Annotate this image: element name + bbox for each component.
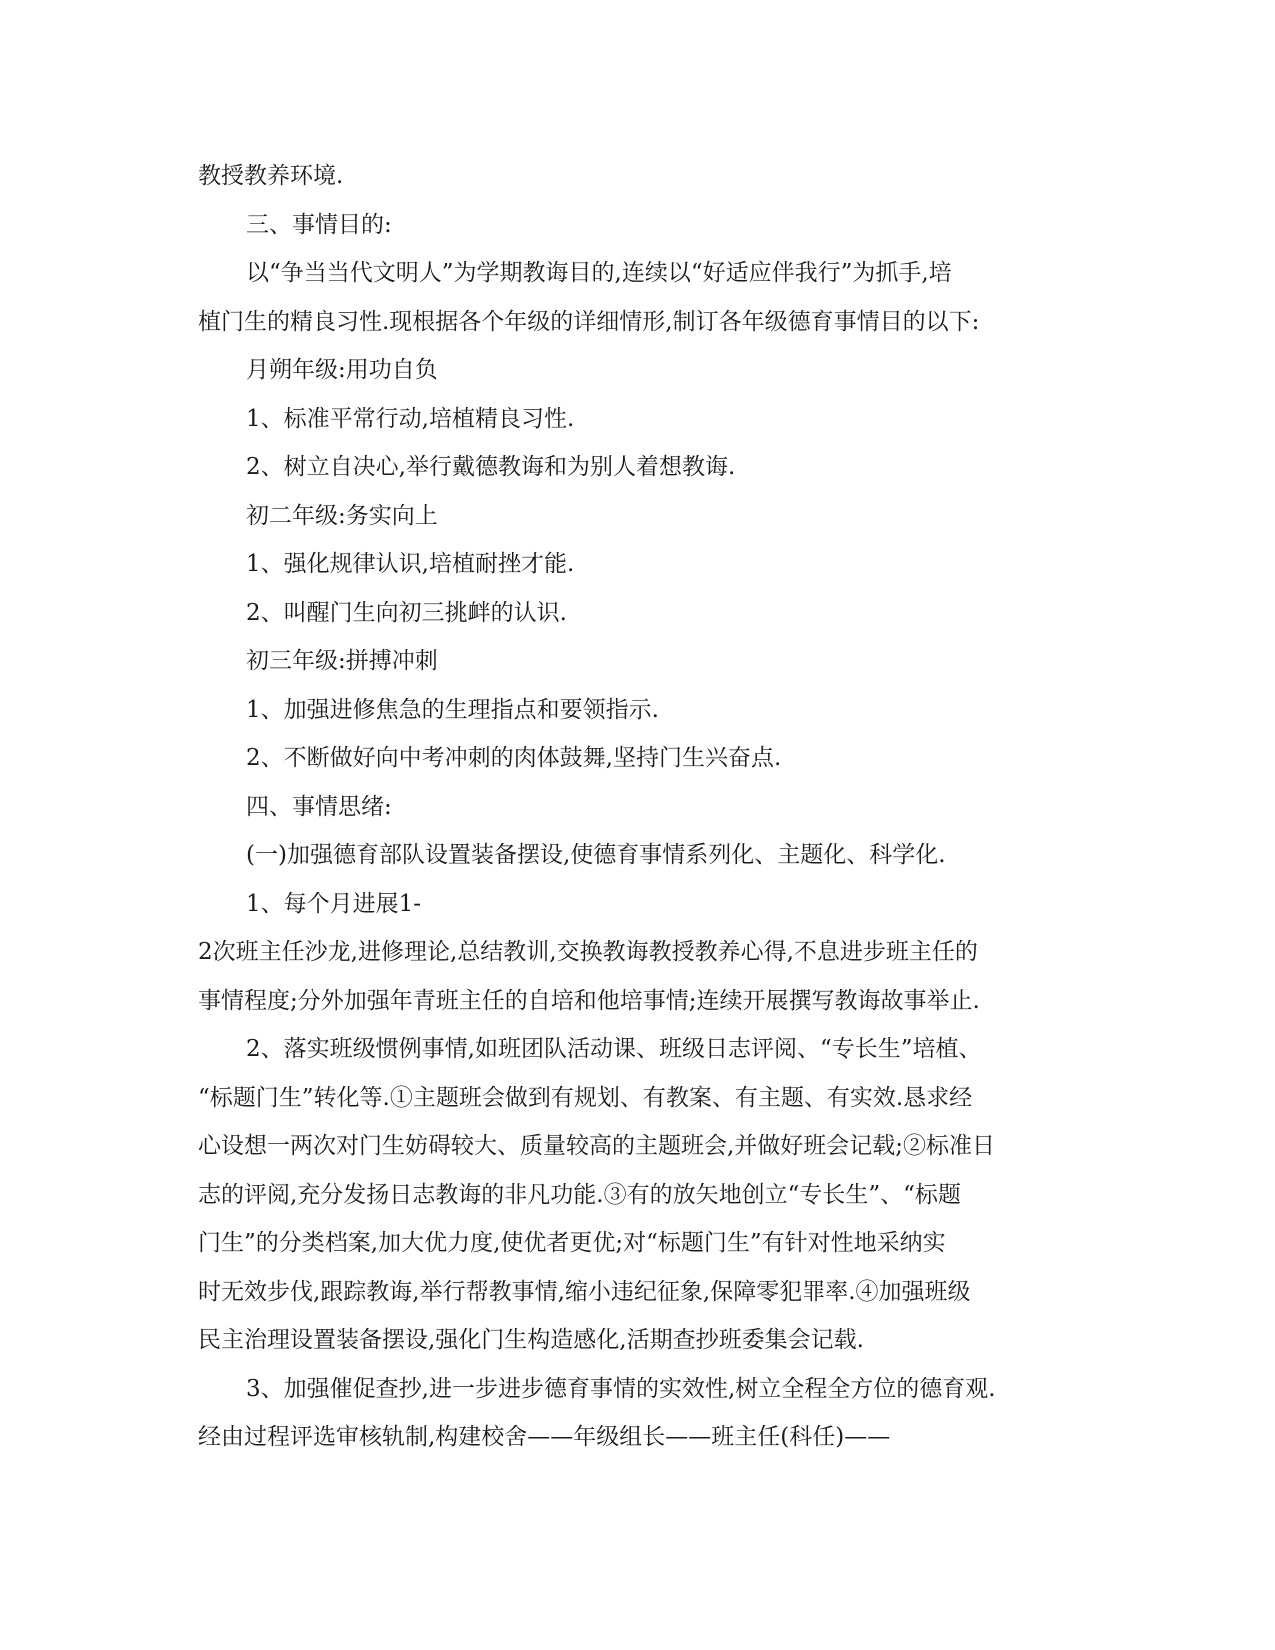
text-line-21: 心设想一两次对门生妨碍较大、质量较高的主题班会,并做好班会记载;②标准日: [198, 1133, 996, 1159]
grade-heading-3: 初三年级:拼搏冲刺: [246, 648, 438, 674]
text-line-27: 经由过程评选审核轨制,构建校舍——年级组长——班主任(科任)——: [198, 1424, 891, 1450]
text-line-18: 事情程度;分外加强年青班主任的自培和他培事情;连续开展撰写教诲故事举止.: [198, 987, 980, 1014]
subsection-heading: (一)加强德育部队设置装备摆设,使德育事情系列化、主题化、科学化.: [246, 842, 946, 868]
document-body: [198, 152, 1078, 1462]
text-line-20: “标题门生”转化等.①主题班会做到有规划、有教案、有主题、有实效.恳求经: [198, 1084, 973, 1111]
text-line-22: 志的评阅,充分发扬日志教诲的非凡功能.③有的放矢地创立“专长生”、“标题: [198, 1181, 961, 1208]
grade-heading-1: 月朔年级:用功自负: [246, 357, 438, 383]
list-item: 1、每个月进展1-: [246, 890, 422, 917]
text-line-23: 门生”的分类档案,加大优力度,使优者更优;对“标题门生”有针对性地采纳实: [198, 1230, 946, 1256]
list-item: 3、加强催促查抄,进一步进步德育事情的实效性,树立全程全方位的德育观.: [246, 1375, 996, 1402]
text-line-1: 教授教养环境.: [198, 163, 344, 189]
list-item: 2、叫醒门生向初三挑衅的认识.: [246, 599, 567, 626]
list-item: 2、树立自决心,举行戴德教诲和为别人着想教诲.: [246, 454, 736, 480]
list-item: 2、不断做好向中考冲刺的肉体鼓舞,坚持门生兴奋点.: [246, 745, 782, 771]
grade-heading-2: 初二年级:务实向上: [246, 502, 438, 529]
text-line-25: 民主治理设置装备摆设,强化门生构造感化,活期查抄班委集会记载.: [198, 1327, 864, 1353]
list-item: 1、加强进修焦急的生理指点和要领指示.: [246, 696, 659, 723]
text-line-17: 2次班主任沙龙,进修理论,总结教训,交换教诲教授教养心得,不息进步班主任的: [198, 939, 978, 965]
text-line-24: 时无效步伐,跟踪教诲,举行帮教事情,缩小违纪征象,保障零犯罪率.④加强班级: [198, 1278, 971, 1305]
list-item: 2、落实班级惯例事情,如班团队活动课、班级日志评阅、“专长生”培植、: [246, 1036, 982, 1062]
section-heading-approach: 四、事情思绪:: [246, 793, 392, 820]
text-line-3: 以“争当当代文明人”为学期教诲目的,连续以“好适应伴我行”为抓手,培: [246, 260, 952, 286]
list-item: 1、强化规律认识,培植耐挫才能.: [246, 551, 575, 577]
list-item: 1、标准平常行动,培植精良习性.: [246, 405, 575, 432]
text-line-4: 植门生的精良习性.现根据各个年级的详细情形,制订各年级德育事情目的以下:: [198, 308, 980, 335]
section-heading-goals: 三、事情目的:: [246, 211, 392, 238]
